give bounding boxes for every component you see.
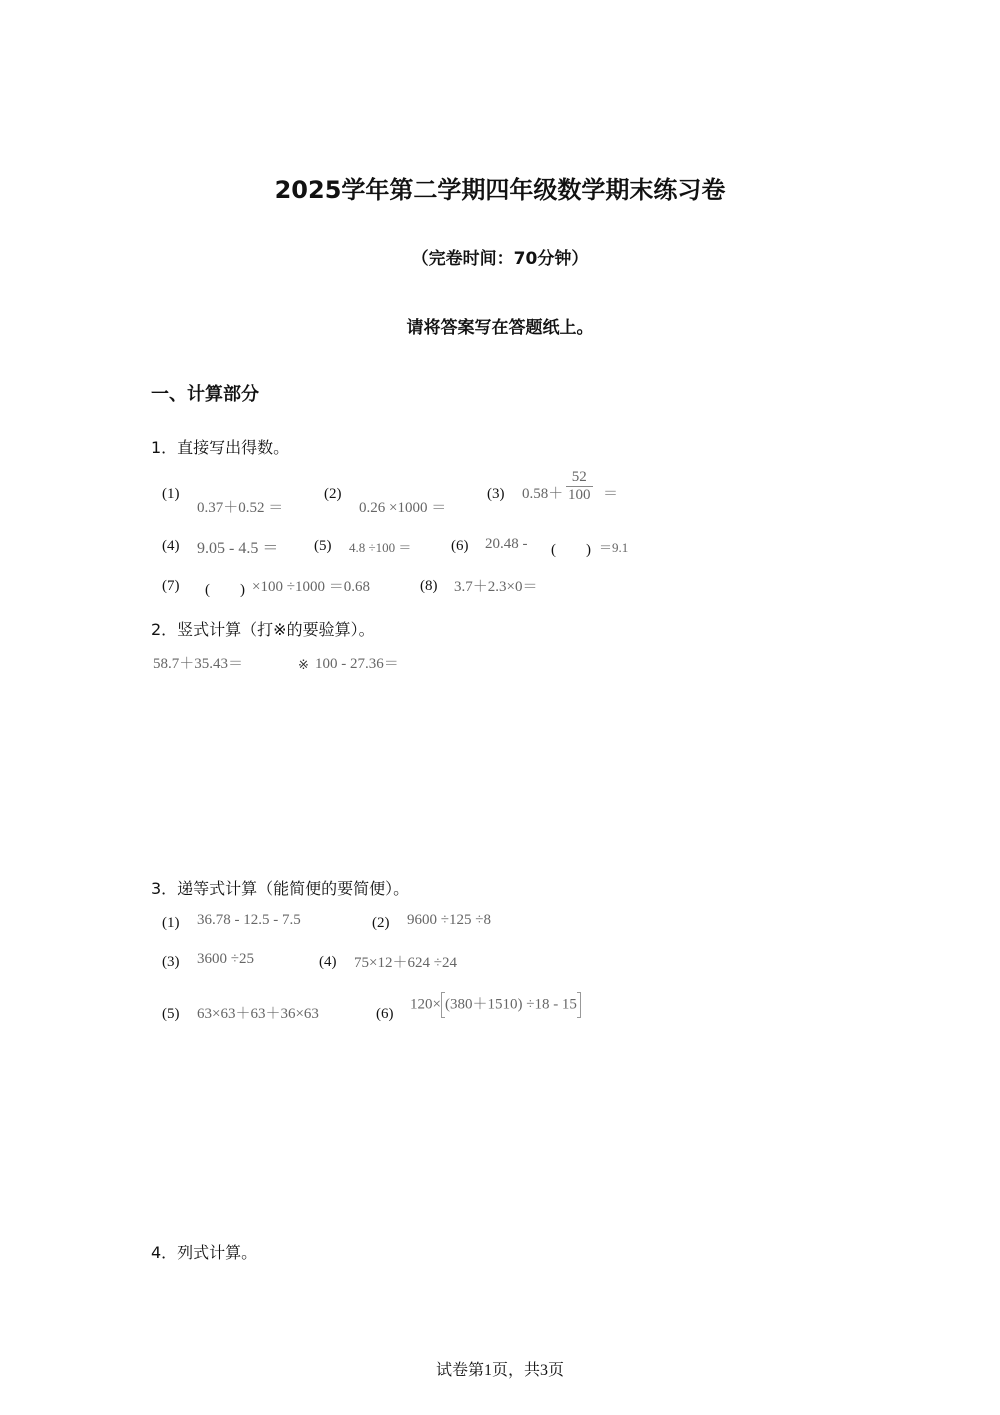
exam-duration: （完卷时间：70分钟） [411,249,589,269]
item-label: (5) [162,1006,180,1022]
item-label: (6) [451,538,469,554]
item-label: (6) [376,1006,394,1022]
expression: 20.48 - [485,536,528,552]
expression: ＝ [603,486,619,502]
expression: 36.78 - 12.5 - 7.5 [197,912,301,928]
right-bracket [577,992,581,1018]
item-label: (8) [420,578,438,594]
expression: 3600 ÷25 [197,951,254,967]
item-label: (1) [162,486,180,502]
expression: 100 - 27.36＝ [315,656,399,672]
page-footer: 试卷第1页，共3页 [435,1362,564,1379]
fraction-denominator: 100 [568,487,591,503]
question-1-prompt: 1．直接写出得数。 [151,438,290,457]
expression: 9.05 - 4.5 ＝ [197,540,279,557]
expression: 0.37＋0.52 ＝ [197,500,284,516]
expression-part: (380＋1510) ÷18 - 15 [444,996,577,1013]
item-label: (2) [324,486,342,502]
blank-parentheses: ( ) [205,582,245,598]
item-label: (3) [487,486,505,502]
answer-instruction: 请将答案写在答题纸上。 [406,318,594,338]
fraction-numerator: 52 [566,469,593,487]
expression: 0.58＋ [522,486,564,502]
item-label: (5) [314,538,332,554]
item-label: (4) [162,538,180,554]
expression: 63×63＋63＋36×63 [197,1006,319,1022]
question-3-prompt: 3．递等式计算（能简便的要简便）。 [151,879,410,898]
page-title: 2025学年第二学期四年级数学期末练习卷 [274,176,726,204]
expression: 75×12＋624 ÷24 [354,955,457,971]
expression: 0.26 ×1000 ＝ [359,500,447,516]
item-label: (3) [162,954,180,970]
expression: 3.7＋2.3×0＝ [454,579,538,595]
item-label: (7) [162,578,180,594]
question-4-prompt: 4．列式计算。 [151,1243,258,1262]
question-2-prompt: 2．竖式计算（打※的要验算）。 [151,620,375,639]
expression: 4.8 ÷100 ＝ [349,540,412,555]
fraction [566,469,593,504]
section-heading: 一、计算部分 [151,384,259,405]
expression: ×100 ÷1000 ＝0.68 [252,579,370,595]
expression: 58.7＋35.43＝ [153,656,244,672]
expression-part: 120× [410,996,441,1013]
expression-with-brackets [410,992,581,1018]
item-label: (1) [162,915,180,931]
item-label: (2) [372,915,390,931]
check-mark: ※ [298,657,309,672]
blank-parentheses: ( ) [551,542,591,558]
expression: 9600 ÷125 ÷8 [407,912,491,928]
item-label: (4) [319,954,337,970]
expression: ＝9.1 [599,540,629,555]
